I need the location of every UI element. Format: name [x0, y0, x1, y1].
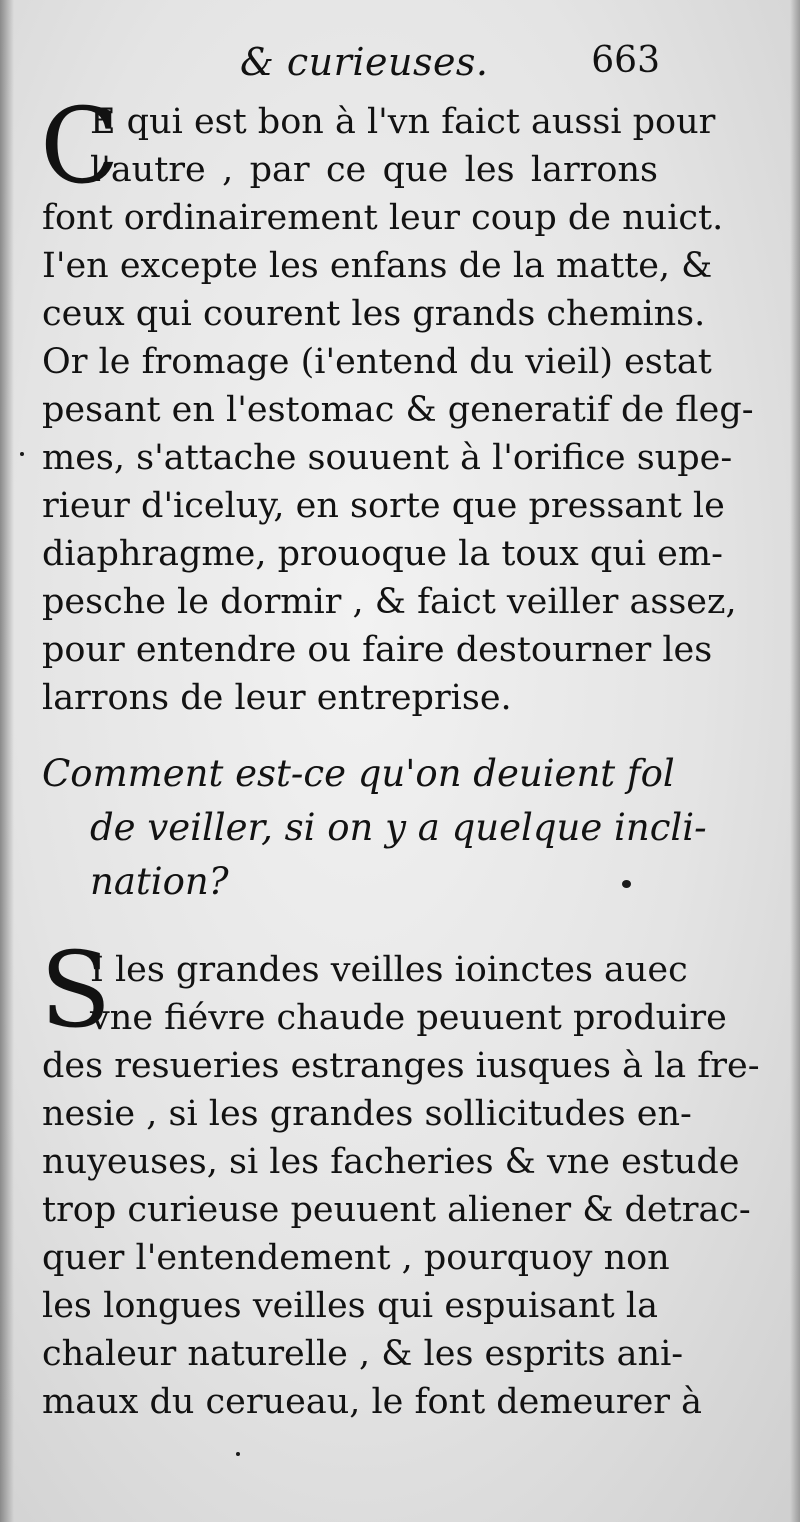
chapter-heading-line: Comment est-ce qu'on deuient fol: [42, 752, 675, 795]
drop-cap-s: S: [40, 929, 112, 1051]
page-edge-shadow-right: [790, 0, 800, 1522]
text-line: vne fiévre chaude peuuent produire: [90, 998, 727, 1038]
paper-speck: [20, 452, 24, 456]
text-line: l'autre , par ce que les larrons: [90, 150, 658, 190]
page-number: 663: [591, 40, 660, 81]
text-line: nesie , si les grandes sollicitudes en-: [42, 1094, 692, 1134]
text-line: des resueries estranges iusques à la fre-: [42, 1046, 760, 1086]
text-line: maux du cerueau, le font demeurer à: [42, 1382, 703, 1422]
text-line: E qui est bon à l'vn faict aussi pour: [90, 102, 716, 142]
text-line: mes, s'attache souuent à l'orifice supe-: [42, 438, 733, 478]
text-line: font ordinairement leur coup de nuict.: [42, 198, 724, 238]
text-line: pesche le dormir , & faict veiller assez,: [42, 582, 737, 622]
text-line: ceux qui courent les grands chemins.: [42, 294, 706, 334]
text-line: quer l'entendement , pourquoy non: [42, 1238, 670, 1278]
drop-cap-c: C: [40, 85, 120, 207]
running-head: & curieuses.: [240, 40, 489, 84]
text-line: Or le fromage (i'entend du vieil) estat: [42, 342, 712, 382]
page-header: [240, 40, 660, 100]
text-line: chaleur naturelle , & les esprits ani-: [42, 1334, 684, 1374]
text-line: I les grandes veilles ioinctes auec: [90, 950, 688, 990]
chapter-heading-line: de veiller, si on y a quelque incli-: [90, 806, 707, 849]
text-line: les longues veilles qui espuisant la: [42, 1286, 658, 1326]
paper-speck: [622, 880, 631, 888]
text-line: I'en excepte les enfans de la matte, &: [42, 246, 713, 286]
page-edge-shadow-left: [0, 0, 14, 1522]
text-line: trop curieuse peuuent aliener & detrac-: [42, 1190, 751, 1230]
text-line: nuyeuses, si les facheries & vne estude: [42, 1142, 740, 1182]
text-line: larrons de leur entreprise.: [42, 678, 512, 718]
text-line: pesant en l'estomac & generatif de fleg-: [42, 390, 754, 430]
chapter-heading-line: nation?: [90, 860, 229, 903]
paper-speck: [236, 1452, 240, 1456]
text-line: pour entendre ou faire destourner les: [42, 630, 713, 670]
text-line: rieur d'iceluy, en sorte que pressant le: [42, 486, 725, 526]
text-line: diaphragme, prouoque la toux qui em-: [42, 534, 723, 574]
